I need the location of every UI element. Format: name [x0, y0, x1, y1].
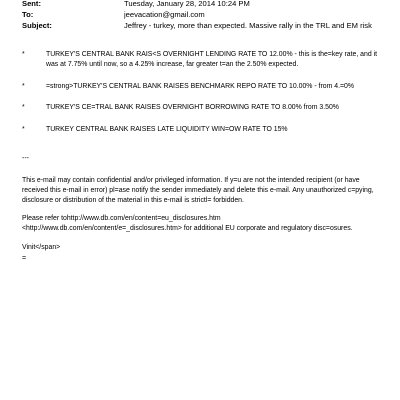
bullet-mark: * — [22, 51, 25, 58]
sent-row — [22, 0, 392, 9]
subject-value: Jeffrey - turkey, more than expected. Massive rally in the TRL and EM risk — [124, 21, 372, 30]
disclaimer-block — [22, 176, 386, 262]
bullet-text: TURKEY CENTRAL BANK RAISES LATE LIQUIDITY WIN=OW RATE TO 15% — [46, 126, 288, 134]
list-item — [22, 50, 382, 70]
sent-value: Tuesday, January 28, 2014 10:24 PM — [124, 0, 250, 8]
list-item — [22, 82, 382, 92]
signature-separator: --- — [22, 155, 29, 162]
disclosure-paragraph — [22, 214, 386, 234]
bullet-list — [22, 50, 382, 147]
bullet-mark: * — [22, 82, 25, 90]
to-row — [22, 9, 392, 20]
bullet-text: TURKEY'S CE=TRAL BANK RAISES OVERNIGHT BORROWING RATE TO 8.00% from 3.50% — [46, 104, 339, 112]
disclosure-link-line: Please refer tohttp://www.db.com/en/content=eu_disclosures.htm — [22, 215, 221, 223]
to-label: To: — [22, 10, 34, 19]
list-item — [22, 125, 382, 135]
trailing-mark: = — [22, 255, 27, 262]
subject-row — [22, 20, 392, 31]
bullet-mark: * — [22, 104, 25, 112]
bullet-mark: * — [22, 126, 25, 134]
closing-signature: Vinit</span> — [22, 243, 61, 251]
sent-label: Sent: — [22, 0, 41, 8]
disclosure-link-line-2: <http://www.db.com/en/content/e=_disclosures.htm> for additional EU corporate and regulatory disc=osures. — [22, 225, 353, 233]
bullet-text: TURKEY'S CENTRAL BANK RAIS<S OVERNIGHT LENDING RATE TO 12.00% - this is the=key rate, and it was at 7.75% until now, so a 4.25% increase, far greater t=an the 2.50% expected. — [46, 51, 378, 68]
subject-label: Subject: — [22, 21, 52, 30]
disclaimer-paragraph: This e-mail may contain confidential and/or privileged information. If y=u are not the intended recipient (or have received this e-mail in error) pl=ase notify the sender immediately and delete this e-mail. Any unauthorized c=pying, disclosure or distribution of the material in this e-mail is strictl= forbidden. — [22, 177, 374, 204]
email-header — [22, 0, 392, 31]
list-item — [22, 103, 382, 113]
to-value: jeevacation@gmail.com — [124, 10, 205, 19]
bullet-text: =strong>TURKEY'S CENTRAL BANK RAISES BENCHMARK REPO RATE TO 10.00% - from 4.=0% — [46, 82, 354, 90]
